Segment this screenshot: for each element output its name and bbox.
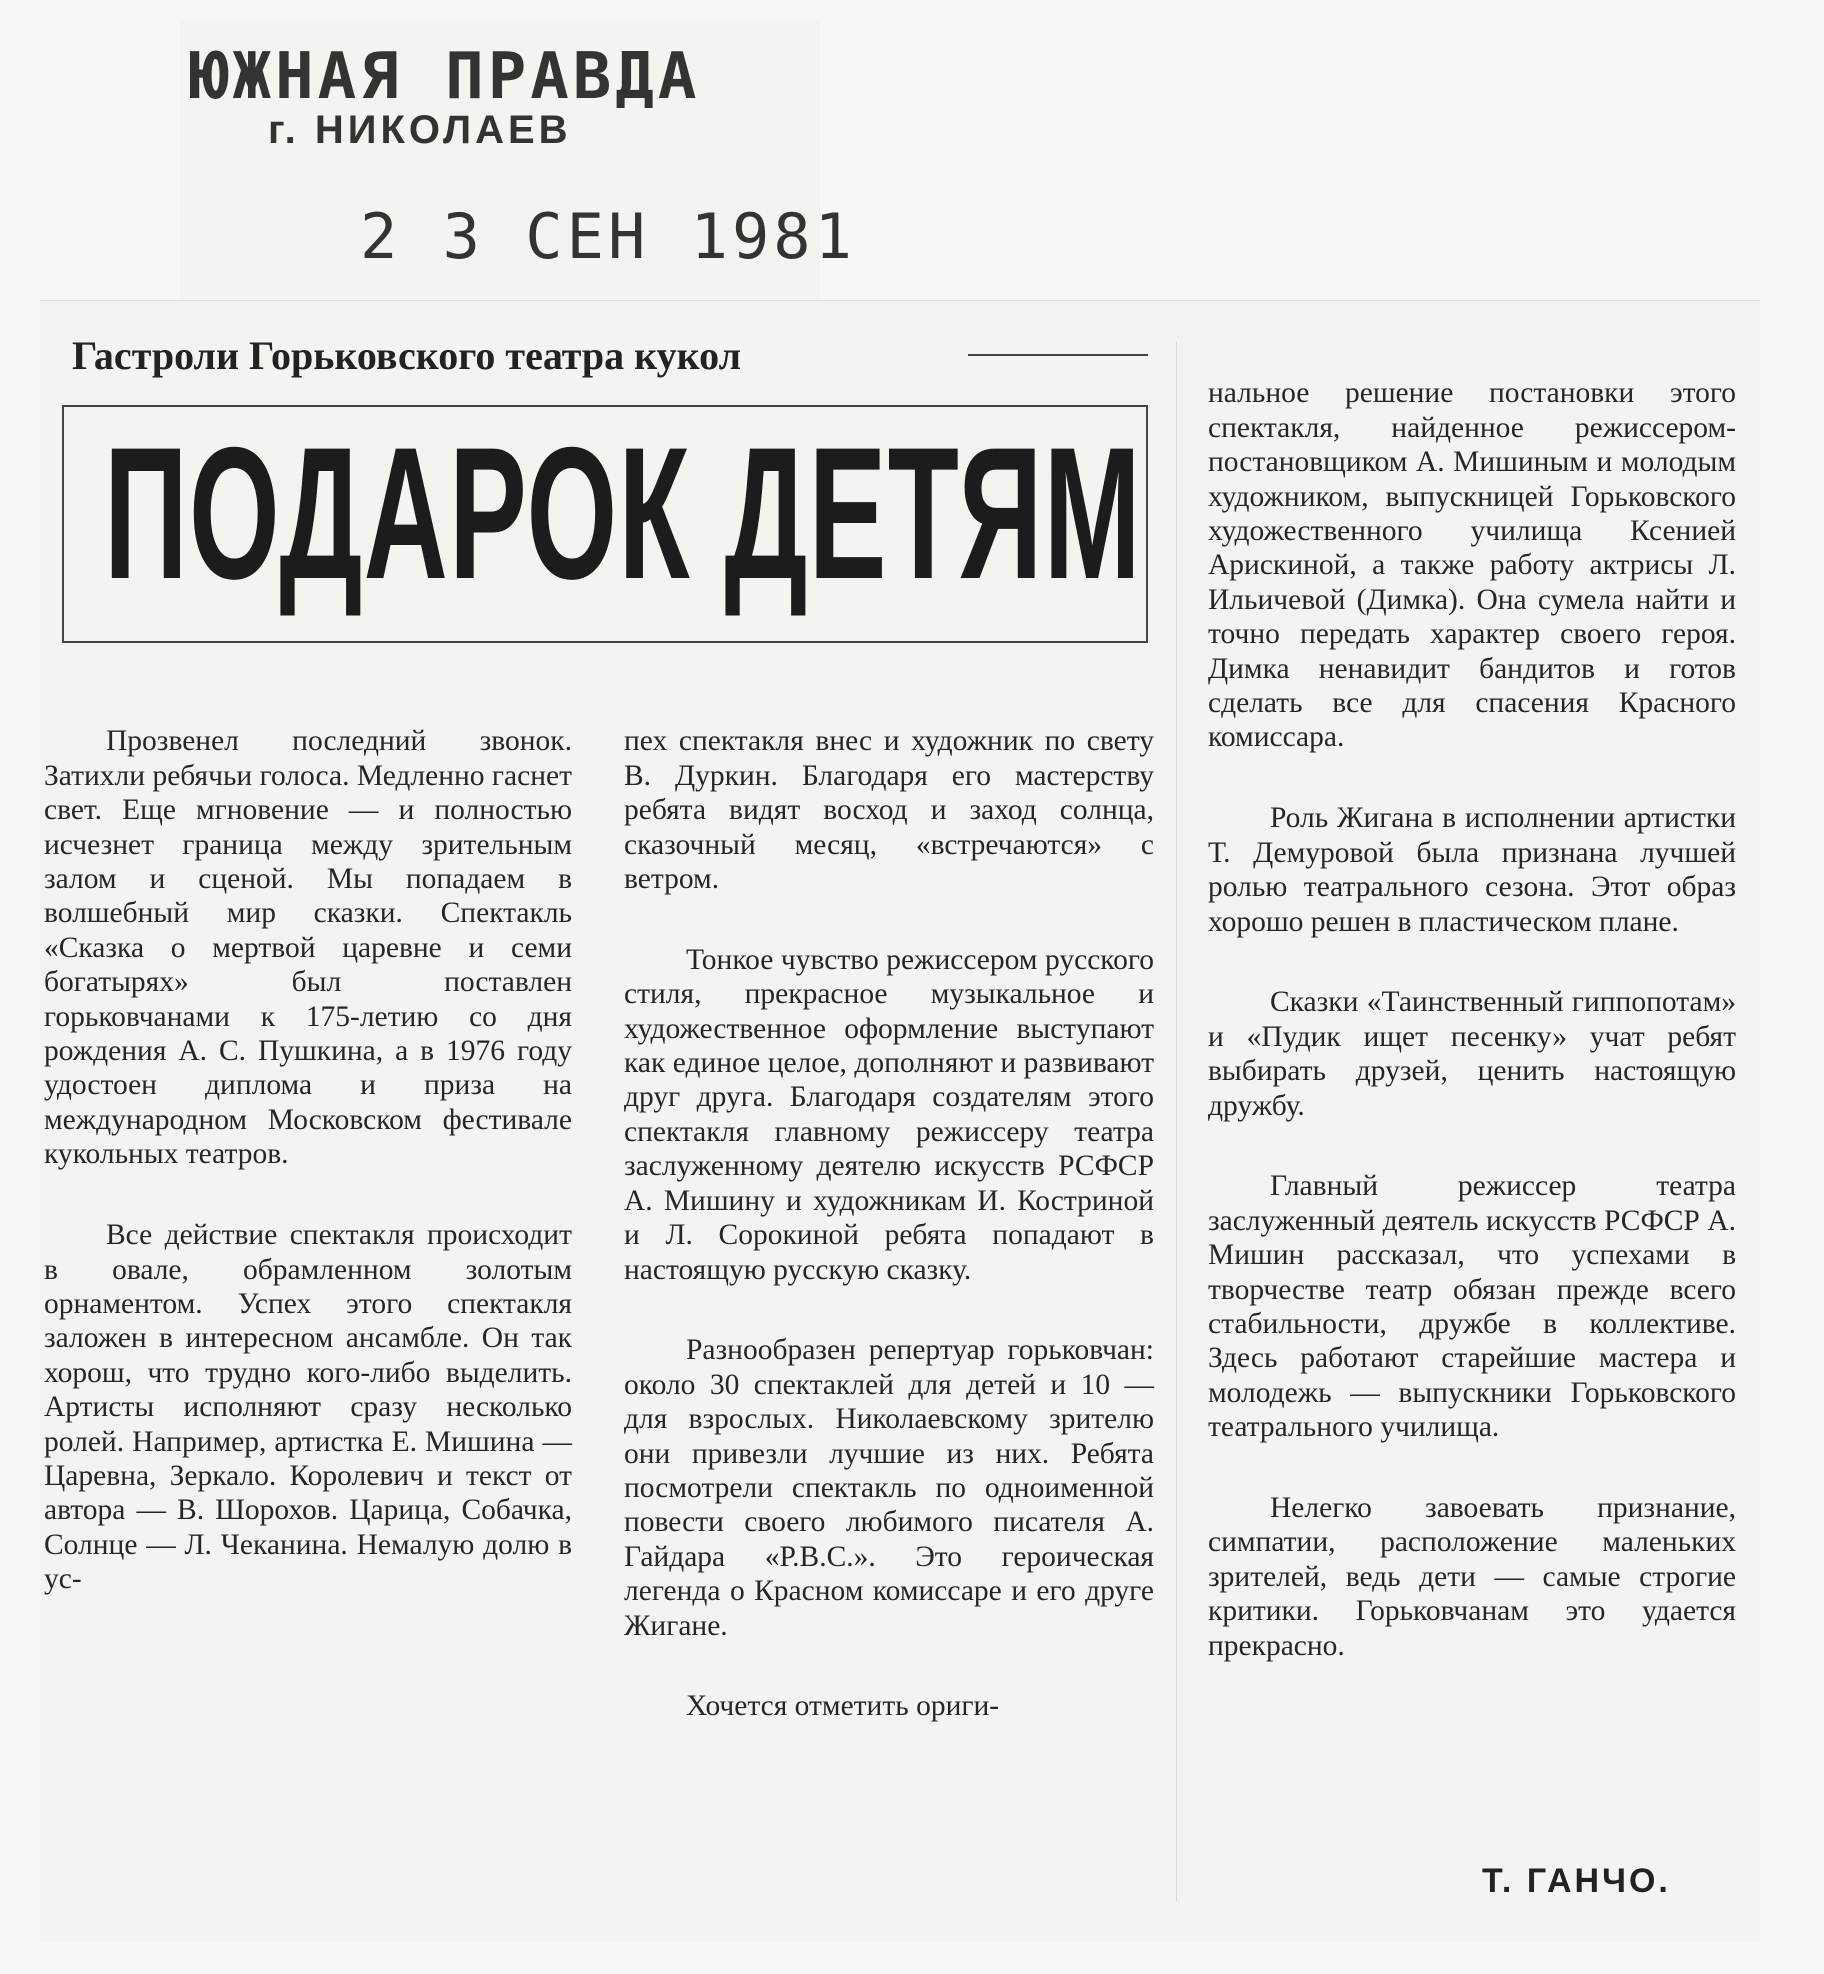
paragraph: Нелегко завоевать признание, симпатии, расположение маленьких зрителей, ведь дети — самые строгие критики. Горьковчанам это удается прекрасно. bbox=[1208, 1492, 1736, 1662]
column-divider bbox=[1176, 342, 1177, 1902]
paragraph: Роль Жигана в исполнении артистки Т. Демуровой была признана лучшей ролью театрального сезона. Этот образ хорошо решен в пластическом плане. bbox=[1208, 802, 1736, 938]
paragraph: Сказки «Таинственный гиппопотам» и «Пудик ищет песенку» учат ребят выбирать друзей, ценить настоящую дружбу. bbox=[1208, 986, 1736, 1122]
article-column-2 bbox=[624, 690, 1154, 1758]
paragraph: пех спектакля внес и художник по свету В. Дуркин. Благодаря его мастерству ребята видят восход и заход солнца, сказочный месяц, «встречаются» с ветром. bbox=[624, 725, 1154, 896]
rubric-rule bbox=[968, 354, 1148, 356]
paragraph: Хочется отметить ориги- bbox=[686, 1690, 1000, 1723]
newspaper-city: г. НИКОЛАЕВ bbox=[268, 108, 572, 152]
article-headline: ПОДАРОК ДЕТЯМ bbox=[104, 408, 1142, 618]
article-column-1 bbox=[44, 690, 572, 1631]
article-column-3 bbox=[1208, 342, 1736, 1697]
paragraph: Главный режиссер театра заслуженный деятель искусств РСФСР А. Мишин рассказал, что успехами в творчестве театр обязан прежде всего стабильности, дружбе в коллективе. Здесь работают старейшие мастера и молодежь — выпускники Горьковского театрального училища. bbox=[1208, 1170, 1736, 1444]
date-stamp: 2 3 СЕН 1981 bbox=[360, 200, 856, 273]
article-rubric: Гастроли Горьковского театра кукол bbox=[72, 333, 742, 378]
author-signature: Т. ГАНЧО. bbox=[1482, 1862, 1671, 1900]
paragraph: Разнообразен репертуар горьковчан: около 30 спектаклей для детей и 10 — для взрослых. Николаевскому зрителю они привезли лучшие из них. Ребята посмотрели спектакль по одноименной повести своего любимого писателя А. Гайдара «Р.В.С.». Это героическая легенда о Красном комиссаре и его друге Жигане. bbox=[624, 1334, 1154, 1642]
paragraph: нальное решение постановки этого спектакля, найденное режиссером-постановщиком А. Мишиным и молодым художником, выпускницей Горьковского художественного училища Ксенией Арискиной, а также работу актрисы Л. Ильичевой (Димка). Она сумела найти и точно передать характер своего героя. Димка ненавидит бандитов и готов сделать все для спасения Красного комиссара. bbox=[1208, 377, 1736, 754]
paragraph: Тонкое чувство режиссером русского стиля, прекрасное музыкальное и художественное оформление выступают как единое целое, дополняют и развивают друг друга. Благодаря создателям этого спектакля главному режиссеру театра заслуженному деятелю искусств РСФСР А. Мишину и художникам И. Костриной и Л. Сорокиной ребята попадают в настоящую русскую сказку. bbox=[624, 943, 1154, 1286]
newspaper-title: ЮЖНАЯ ПРАВДА bbox=[190, 40, 701, 114]
paragraph: Все действие спектакля происходит в овале, обрамленном золотым орнаментом. Успех этого спектакля заложен в интересном ансамбле. Он так хорош, что трудно кого-либо выделить. Артисты исполняют сразу несколько ролей. Например, артистка Е. Мишина — Царевна, Зеркало. Королевич и текст от автора — В. Шорохов. Царица, Собачка, Солнце — Л. Чеканина. Немалую долю в ус- bbox=[44, 1219, 572, 1596]
paragraph: Прозвенел последний звонок. Затихли ребячьи голоса. Медленно гаснет свет. Еще мгновение — и полностью исчезнет граница между зрительным залом и сценой. Мы попадаем в волшебный мир сказки. Спектакль «Сказка о мертвой царевне и семи богатырях» был поставлен горьковчанами к 175-летию со дня рождения А. С. Пушкина, а в 1976 году удостоен диплома и приза на международном Московском фестивале кукольных театров. bbox=[44, 725, 572, 1171]
